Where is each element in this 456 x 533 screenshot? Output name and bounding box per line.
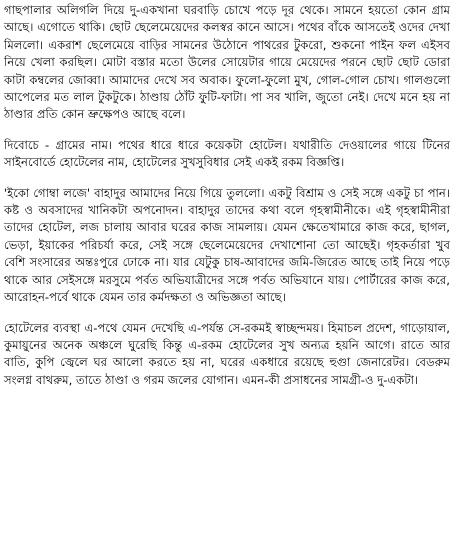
paragraph-dibochey-village: দিবোচে - গ্রামের নাম। পথের ধারে ধারে কয়েকটা হোটেল। যথারীতি দেওয়ালের গায়ে টিনের সাইনবোর্ডে হোটেলের নাম, হোটেলের সুখসুবিধার সেই একই রকম বিজ্ঞপ্তি। [4,137,450,170]
paragraph-eco-gompa-lodge: 'ইকো গোম্বা লজে' বাহাদুর আমাদের নিয়ে গিয়ে তুললো। একটু বিশ্রাম ও সেই সঙ্গে একটু চা পান। কষ্ট ও অবসাদের খানিকটা অপনোদন। বাহাদুর তাদের কথা বলে গৃহস্বামীনীকে। এই গৃহস্বামীনীরা তাদের হোটেল, লজ চালায় আবার ঘরের কাজ সামলায়। যেমন ক্ষেতেখামারে কাজ করে, ছাগল, ভেড়া, ইয়াকের পরিচর্যা করে, সেই সঙ্গে ছেলেমেয়েদের দেখাশোনা তো আছেই। গৃহকর্তারা খুব বেশি সংসারের অন্তঃপুরে ঢোকে না। যার যেটুকু চাষ-আবাদের জমি-জিরেত আছে তাই নিয়ে পড়ে থাকে আর সেইসঙ্গে মরসুমে পর্বত অভিযাত্রীদের সঙ্গে পর্বত অভিযানে যায়। পোর্টারের কাজ করে, আরোহন-পর্বে থাকে যেমন তার কর্মদক্ষতা ও অভিজ্ঞতা আছে। [4,185,450,305]
paragraph-children-in-village: গাছপালার অলিগলি দিয়ে দু-একখানা ঘরবাড়ি চোখে পড়ে দূর থেকে। সামনে হয়তো কোন গ্রাম আছে। এগোতে থাকি। ছোট ছেলেমেয়েদের কলস্বর কানে আসে। পথের বাঁকে আসতেই ওদের দেখা মিললো। একরাশ ছেলেমেয়ে বাড়ির সামনের উঠোনে পাথরের টুকরো, শুকনো পাইন ফল এইসব নিয়ে খেলা করছিল। মোটা বস্তার মতো উলের সোয়েটার গায়ে মেয়েদের পরনে ছোট ছোট ডোরা কাটা কম্বলের জোব্বা। আমাদের দেখে সব অবাক। ফুলো-ফুলো মুখ, গোল-গোল চোখ। গালগুলো আপেলের মত লাল টুকটুকে। ঠাণ্ডায় ঠোঁট ফুটি-ফাটা। পা সব খালি, জুতো নেই। দেখে মনে হয় না ঠাণ্ডার প্রতি কোন ভ্রুক্ষেপও আছে বলে। [4,3,450,122]
paragraph-hotel-comfort: হোটেলের ব্যবস্থা এ-পথে যেমন দেখেছি এ-পর্যন্ত সে-রকমই স্বাচ্ছন্দময়। হিমাচল প্রদেশ, গাড়োয়াল, কুমায়ুনের অনেক অঞ্চলে ঘুরেছি কিন্তু এ-রকম হোটেলের সুখ অন্যত্র হয়নি আগে। রাতে আর বাতি, কুপি জ্বেলে ঘর আলো করতে হয় না, ঘরের একধারে রয়েছে হুগুা জেনারেটর। বেডরুম সংলগ্ন বাথরুম, তাতে ঠাণ্ডা ও গরম জলের যোগান। এমন-কী প্রসাধনের সামগ্রী-ও দু-একটা। [4,320,450,387]
